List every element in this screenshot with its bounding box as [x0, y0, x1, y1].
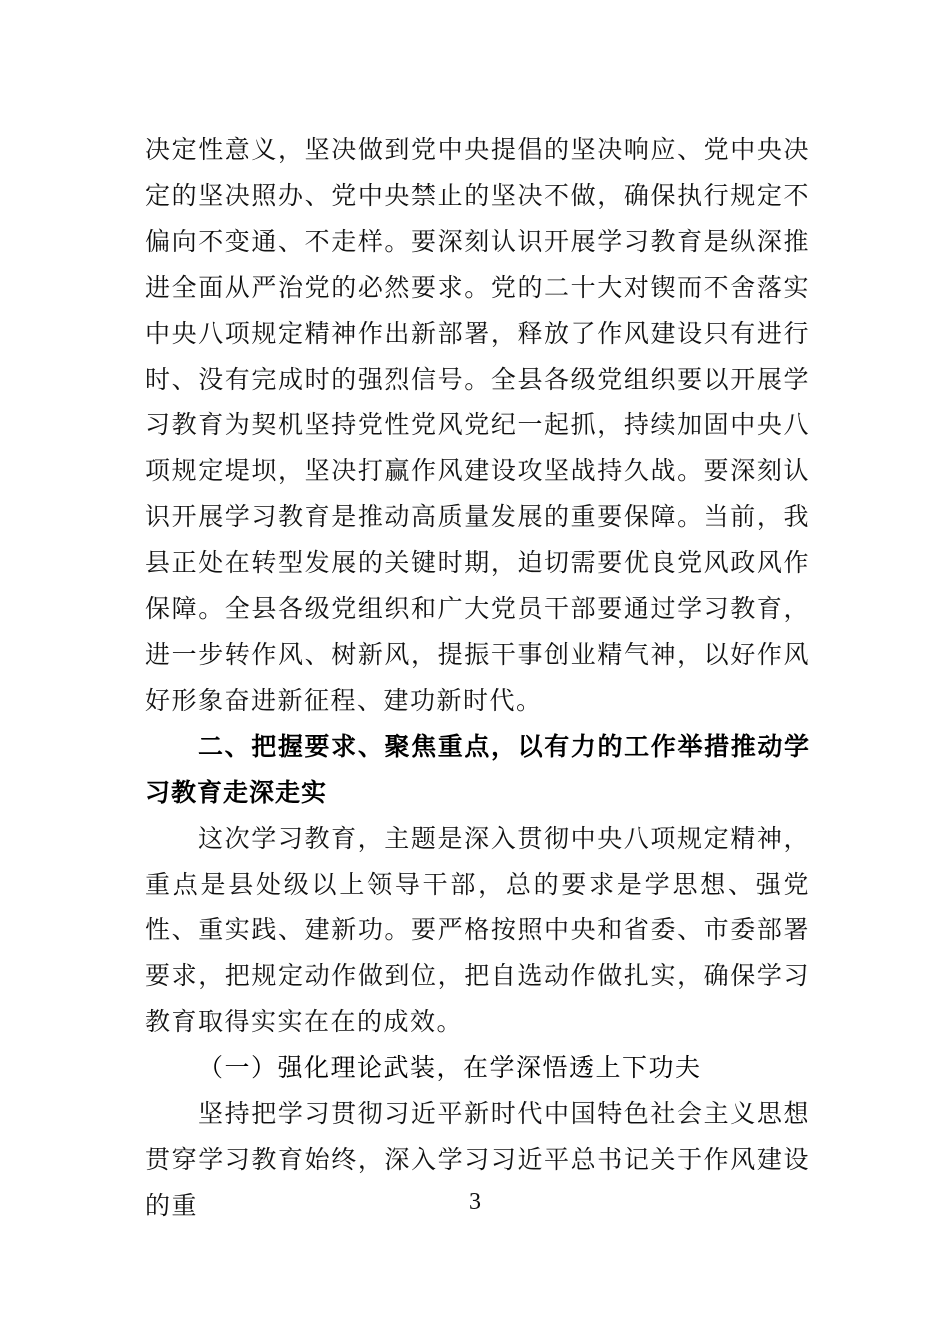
- paragraph-theory: 坚持把学习贯彻习近平新时代中国特色社会主义思想贯穿学习教育始终，深入学习习近平总书记关于作风建设的重: [145, 1099, 810, 1220]
- page-number: 3: [469, 1189, 481, 1215]
- paragraph-continued: 决定性意义，坚决做到党中央提倡的坚决响应、党中央决定的坚决照办、党中央禁止的坚决不做，确保执行规定不偏向不变通、不走样。要深刻认识开展学习教育是纵深推进全面从严治党的必然要求。党的二十大对锲而不舍落实中央八项规定精神作出新部署，释放了作风建设只有进行时、没有完成时的强烈信号。全县各级党组织要以开展学习教育为契机坚持党性党风党纪一起抓，持续加固中央八项规定堤坝，坚决打赢作风建设攻坚战持久战。要深刻认识开展学习教育是推动高质量发展的重要保障。当前，我县正处在转型发展的关键时期，迫切需要优良党风政风作保障。全县各级党组织和广大党员干部要通过学习教育，进一步转作风、树新风，提振干事创业精气神，以好作风好形象奋进新征程、建功新时代。: [145, 135, 810, 715]
- subsection-heading-1: （一）强化理论武装，在学深悟透上下功夫: [198, 1053, 702, 1083]
- paragraph-requirements: 这次学习教育，主题是深入贯彻中央八项规定精神，重点是县处级以上领导干部，总的要求是学思想、强党性、重实践、建新功。要严格按照中央和省委、市委部署要求，把规定动作做到位，把自选动作做扎实，确保学习教育取得实实在在的成效。: [145, 823, 810, 1037]
- section-heading-2: 二、把握要求、聚焦重点，以有力的工作举措推动学习教育走深走实: [145, 731, 810, 807]
- document-body: [145, 127, 810, 1229]
